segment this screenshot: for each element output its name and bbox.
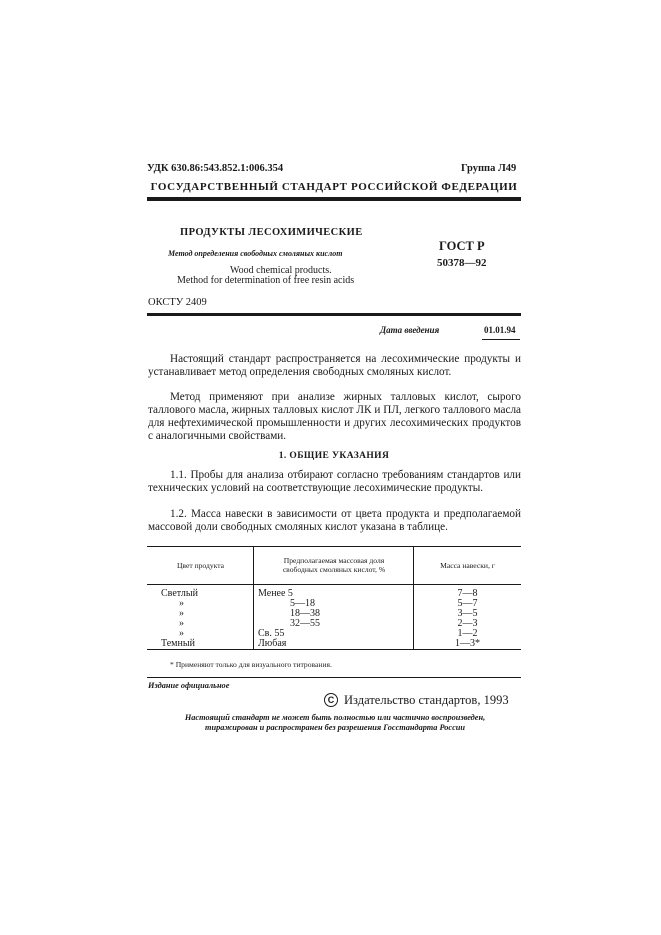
- table-header-share: [255, 556, 413, 574]
- group-code: Группа Л49: [461, 163, 517, 174]
- reproduction-notice-line-1: Настоящий стандарт не может быть полностью или частично воспроизведен,: [184, 713, 486, 722]
- table-cell: 1—3*: [455, 638, 480, 649]
- table-header-mass: Масса навески, г: [440, 561, 495, 570]
- reproduction-notice-line-2: тиражирован и распространен без разрешения Госстандарта России: [205, 723, 465, 732]
- okstu-code: ОКСТУ 2409: [148, 297, 207, 308]
- gost-label: ГОСТ Р: [439, 239, 485, 253]
- table-header-share-line-1: Предполагаемая массовая доля: [283, 556, 385, 565]
- paragraph-scope: Настоящий стандарт распространяется на лесохимические продукты и устанавливает метод определения свободных смоляных кислот.: [148, 353, 521, 378]
- standard-title: ГОСУДАРСТВЕННЫЙ СТАНДАРТ РОССИЙСКОЙ ФЕДЕРАЦИИ: [150, 181, 518, 193]
- table-cell: 5—18: [290, 598, 315, 609]
- table-column-mass: [414, 589, 521, 649]
- intro-date-value: 01.01.94: [484, 325, 516, 335]
- clause-1-1: 1.1. Пробы для анализа отбирают согласно требованиям стандартов или технических условий на соответствующие лесохимические продукты.: [148, 469, 521, 494]
- table-header-rule: [147, 584, 521, 585]
- table-cell: 2—3: [457, 618, 478, 629]
- table-cell: Любая: [258, 638, 287, 649]
- official-edition: Издание официальное: [148, 681, 230, 690]
- footer-rule: [147, 677, 521, 678]
- copyright-text: Издательство стандартов, 1993: [344, 693, 509, 707]
- table-bottom-rule: [147, 649, 521, 650]
- intro-date-label: Дата введения: [380, 325, 440, 335]
- title-en-line-1: Wood chemical products.: [230, 265, 332, 276]
- copyright-line: [324, 693, 509, 708]
- table-cell: Темный: [161, 638, 195, 649]
- table-cell: 32—55: [290, 618, 320, 629]
- table-column-color: [161, 589, 253, 649]
- table-cell: »: [179, 618, 184, 629]
- table-cell: Св. 55: [258, 628, 285, 639]
- table-cell: »: [179, 598, 184, 609]
- table-header-share-line-2: свободных смоляных кислот, %: [282, 565, 386, 574]
- table-footnote: * Применяют только для визуального титрования.: [170, 660, 332, 669]
- table-cell: Менее 5: [258, 588, 293, 599]
- clause-1-2: 1.2. Масса навески в зависимости от цвета продукта и предполагаемой массовой доли свободных смоляных кислот указана в таблице.: [148, 508, 521, 533]
- product-title: ПРОДУКТЫ ЛЕСОХИМИЧЕСКИЕ: [180, 227, 363, 238]
- table-cell: 18—38: [290, 608, 320, 619]
- table-top-rule: [147, 546, 521, 547]
- header-rule: [147, 197, 521, 201]
- section-heading: 1. ОБЩИЕ УКАЗАНИЯ: [278, 451, 390, 461]
- title-en-line-2: Method for determination of free resin acids: [177, 275, 355, 286]
- table-cell: 1—2: [457, 628, 478, 639]
- table-cell: 7—8: [457, 588, 478, 599]
- table-header-color: Цвет продукта: [176, 561, 225, 570]
- copyright-icon: C: [324, 693, 338, 707]
- table-cell: 5—7: [457, 598, 478, 609]
- table-cell: »: [179, 608, 184, 619]
- table-cell: »: [179, 628, 184, 639]
- table-column-divider: [253, 547, 254, 649]
- table-cell: 3—5: [457, 608, 478, 619]
- method-title-ru: Метод определения свободных смоляных кислот: [168, 249, 343, 258]
- paragraph-application: Метод применяют при анализе жирных талловых кислот, сырого таллового масла, жирных талловых кислот ЛК и ПЛ, легкого таллового масла для нефтехимической промышленности и других лесохимических продуктов с аналогичными свойствами.: [148, 391, 521, 442]
- table-cell: Светлый: [161, 588, 198, 599]
- gost-number: 50378—92: [437, 257, 487, 269]
- table-column-share: [258, 589, 408, 649]
- udk-code: УДК 630.86:543.852.1:006.354: [147, 163, 284, 174]
- meta-rule: [147, 313, 521, 316]
- date-underline: [482, 339, 520, 340]
